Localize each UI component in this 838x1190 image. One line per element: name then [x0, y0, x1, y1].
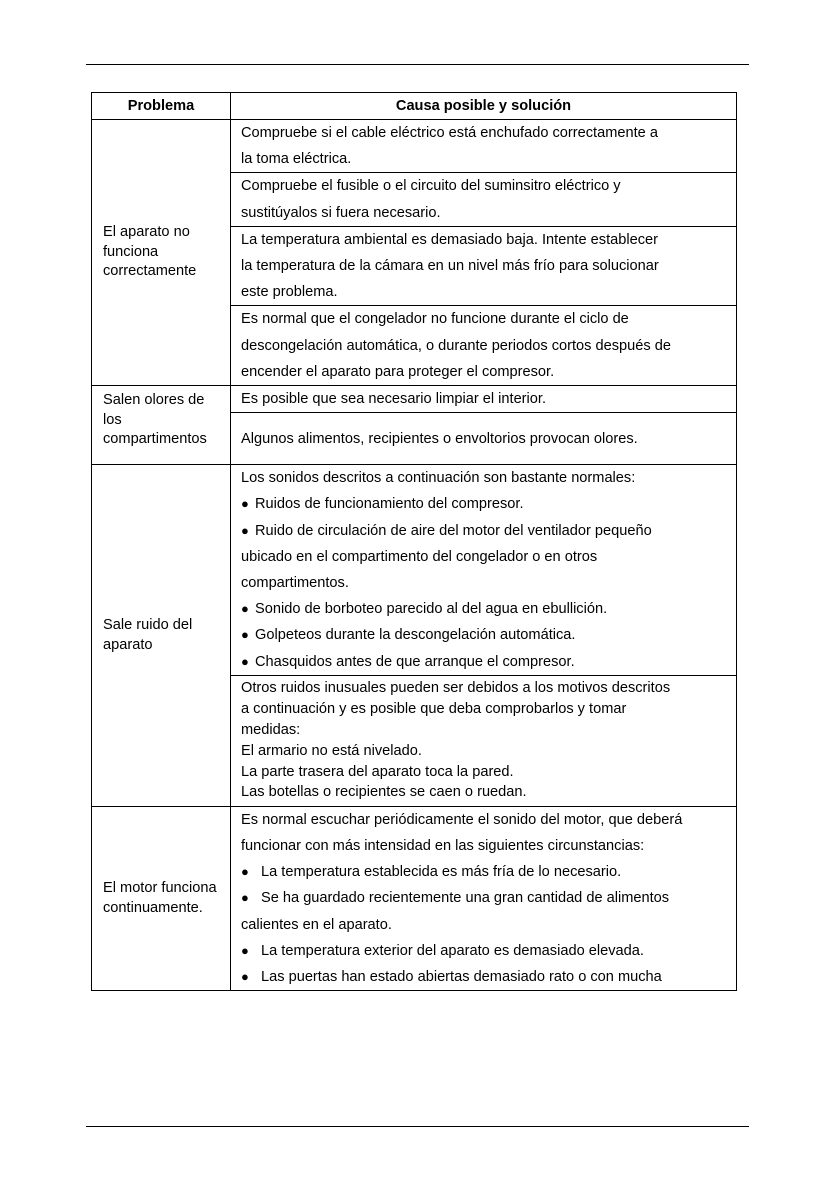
list-item: ● Ruido de circulación de aire del motor del ventilador pequeño — [241, 522, 652, 539]
header-cause: Causa posible y solución — [231, 93, 737, 120]
footer-rule — [86, 1126, 749, 1127]
solution-cell — [231, 675, 737, 806]
problem-text: Salen olores de los compartimentos — [103, 392, 207, 448]
solution-cell — [231, 386, 737, 413]
solution-line: Los sonidos descritos a continuación son bastante normales: — [241, 470, 636, 487]
header-problem: Problema — [92, 93, 231, 120]
solution-line: Compruebe el fusible o el circuito del suminsitro eléctrico y — [241, 178, 621, 195]
header-rule — [86, 64, 749, 65]
list-item: ● Se ha guardado recientemente una gran cantidad de alimentos — [241, 890, 670, 907]
table-row — [92, 465, 737, 676]
troubleshooting-table — [91, 92, 737, 991]
solution-cell — [231, 413, 737, 465]
solution-line: Es normal que el congelador no funcione durante el ciclo de — [241, 311, 629, 328]
problem-text: El motor funciona continuamente. — [103, 880, 217, 916]
solution-cell — [231, 173, 737, 226]
list-item: ● Chasquidos antes de que arranque el compresor. — [241, 653, 575, 670]
solution-line: Otros ruidos inusuales pueden ser debidos a los motivos descritos — [241, 680, 671, 697]
solution-line: la toma eléctrica. — [241, 151, 352, 168]
table-header-row — [92, 93, 737, 120]
solution-cell — [231, 465, 737, 676]
solution-line: La temperatura ambiental es demasiado baja. Intente establecer — [241, 231, 658, 248]
solution-line: El armario no está nivelado. — [241, 742, 422, 759]
solution-line: compartimentos. — [241, 575, 349, 592]
solution-cell — [231, 226, 737, 306]
solution-line: Es normal escuchar periódicamente el sonido del motor, que deberá — [241, 811, 683, 828]
solution-line: sustitúyalos si fuera necesario. — [241, 204, 441, 221]
list-item: ● Las puertas han estado abiertas demasiado rato o con mucha — [241, 969, 662, 986]
solution-line: a continuación y es posible que deba comprobarlos y tomar — [241, 701, 627, 718]
table-row — [92, 386, 737, 413]
solution-cell — [231, 120, 737, 173]
list-item: ● Golpeteos durante la descongelación automática. — [241, 627, 576, 644]
problem-cell — [92, 806, 231, 990]
solution-cell — [231, 806, 737, 990]
table-row — [92, 806, 737, 990]
problem-text: Sale ruido del aparato — [103, 617, 193, 653]
list-item: ● La temperatura establecida es más fría de lo necesario. — [241, 864, 622, 881]
list-item: ● Ruidos de funcionamiento del compresor. — [241, 496, 524, 513]
solution-line: la temperatura de la cámara en un nivel más frío para solucionar — [241, 258, 659, 275]
solution-line: Compruebe si el cable eléctrico está enchufado correctamente a — [241, 125, 658, 141]
solution-cell — [231, 306, 737, 386]
solution-line: ubicado en el compartimento del congelador o en otros — [241, 548, 598, 565]
solution-line: este problema. — [241, 284, 338, 301]
list-item: ● Sonido de borboteo parecido al del agua en ebullición. — [241, 601, 608, 618]
problem-cell — [92, 120, 231, 386]
table-row — [92, 120, 737, 173]
solution-line: Algunos alimentos, recipientes o envoltorios provocan olores. — [241, 430, 638, 447]
solution-line: funcionar con más intensidad en las siguientes circunstancias: — [241, 838, 645, 855]
solution-line: medidas: — [241, 722, 301, 739]
solution-line: calientes en el aparato. — [241, 916, 392, 933]
problem-cell — [92, 465, 231, 807]
solution-line: La parte trasera del aparato toca la pared. — [241, 763, 514, 780]
solution-line: encender el aparato para proteger el compresor. — [241, 363, 555, 380]
problem-cell — [92, 386, 231, 465]
solution-line: Es posible que sea necesario limpiar el interior. — [241, 391, 547, 408]
solution-line: descongelación automática, o durante periodos cortos después de — [241, 337, 671, 354]
solution-line: Las botellas o recipientes se caen o ruedan. — [241, 784, 527, 801]
problem-text: El aparato no funciona correctamente — [103, 224, 197, 280]
list-item: ● La temperatura exterior del aparato es demasiado elevada. — [241, 942, 644, 959]
